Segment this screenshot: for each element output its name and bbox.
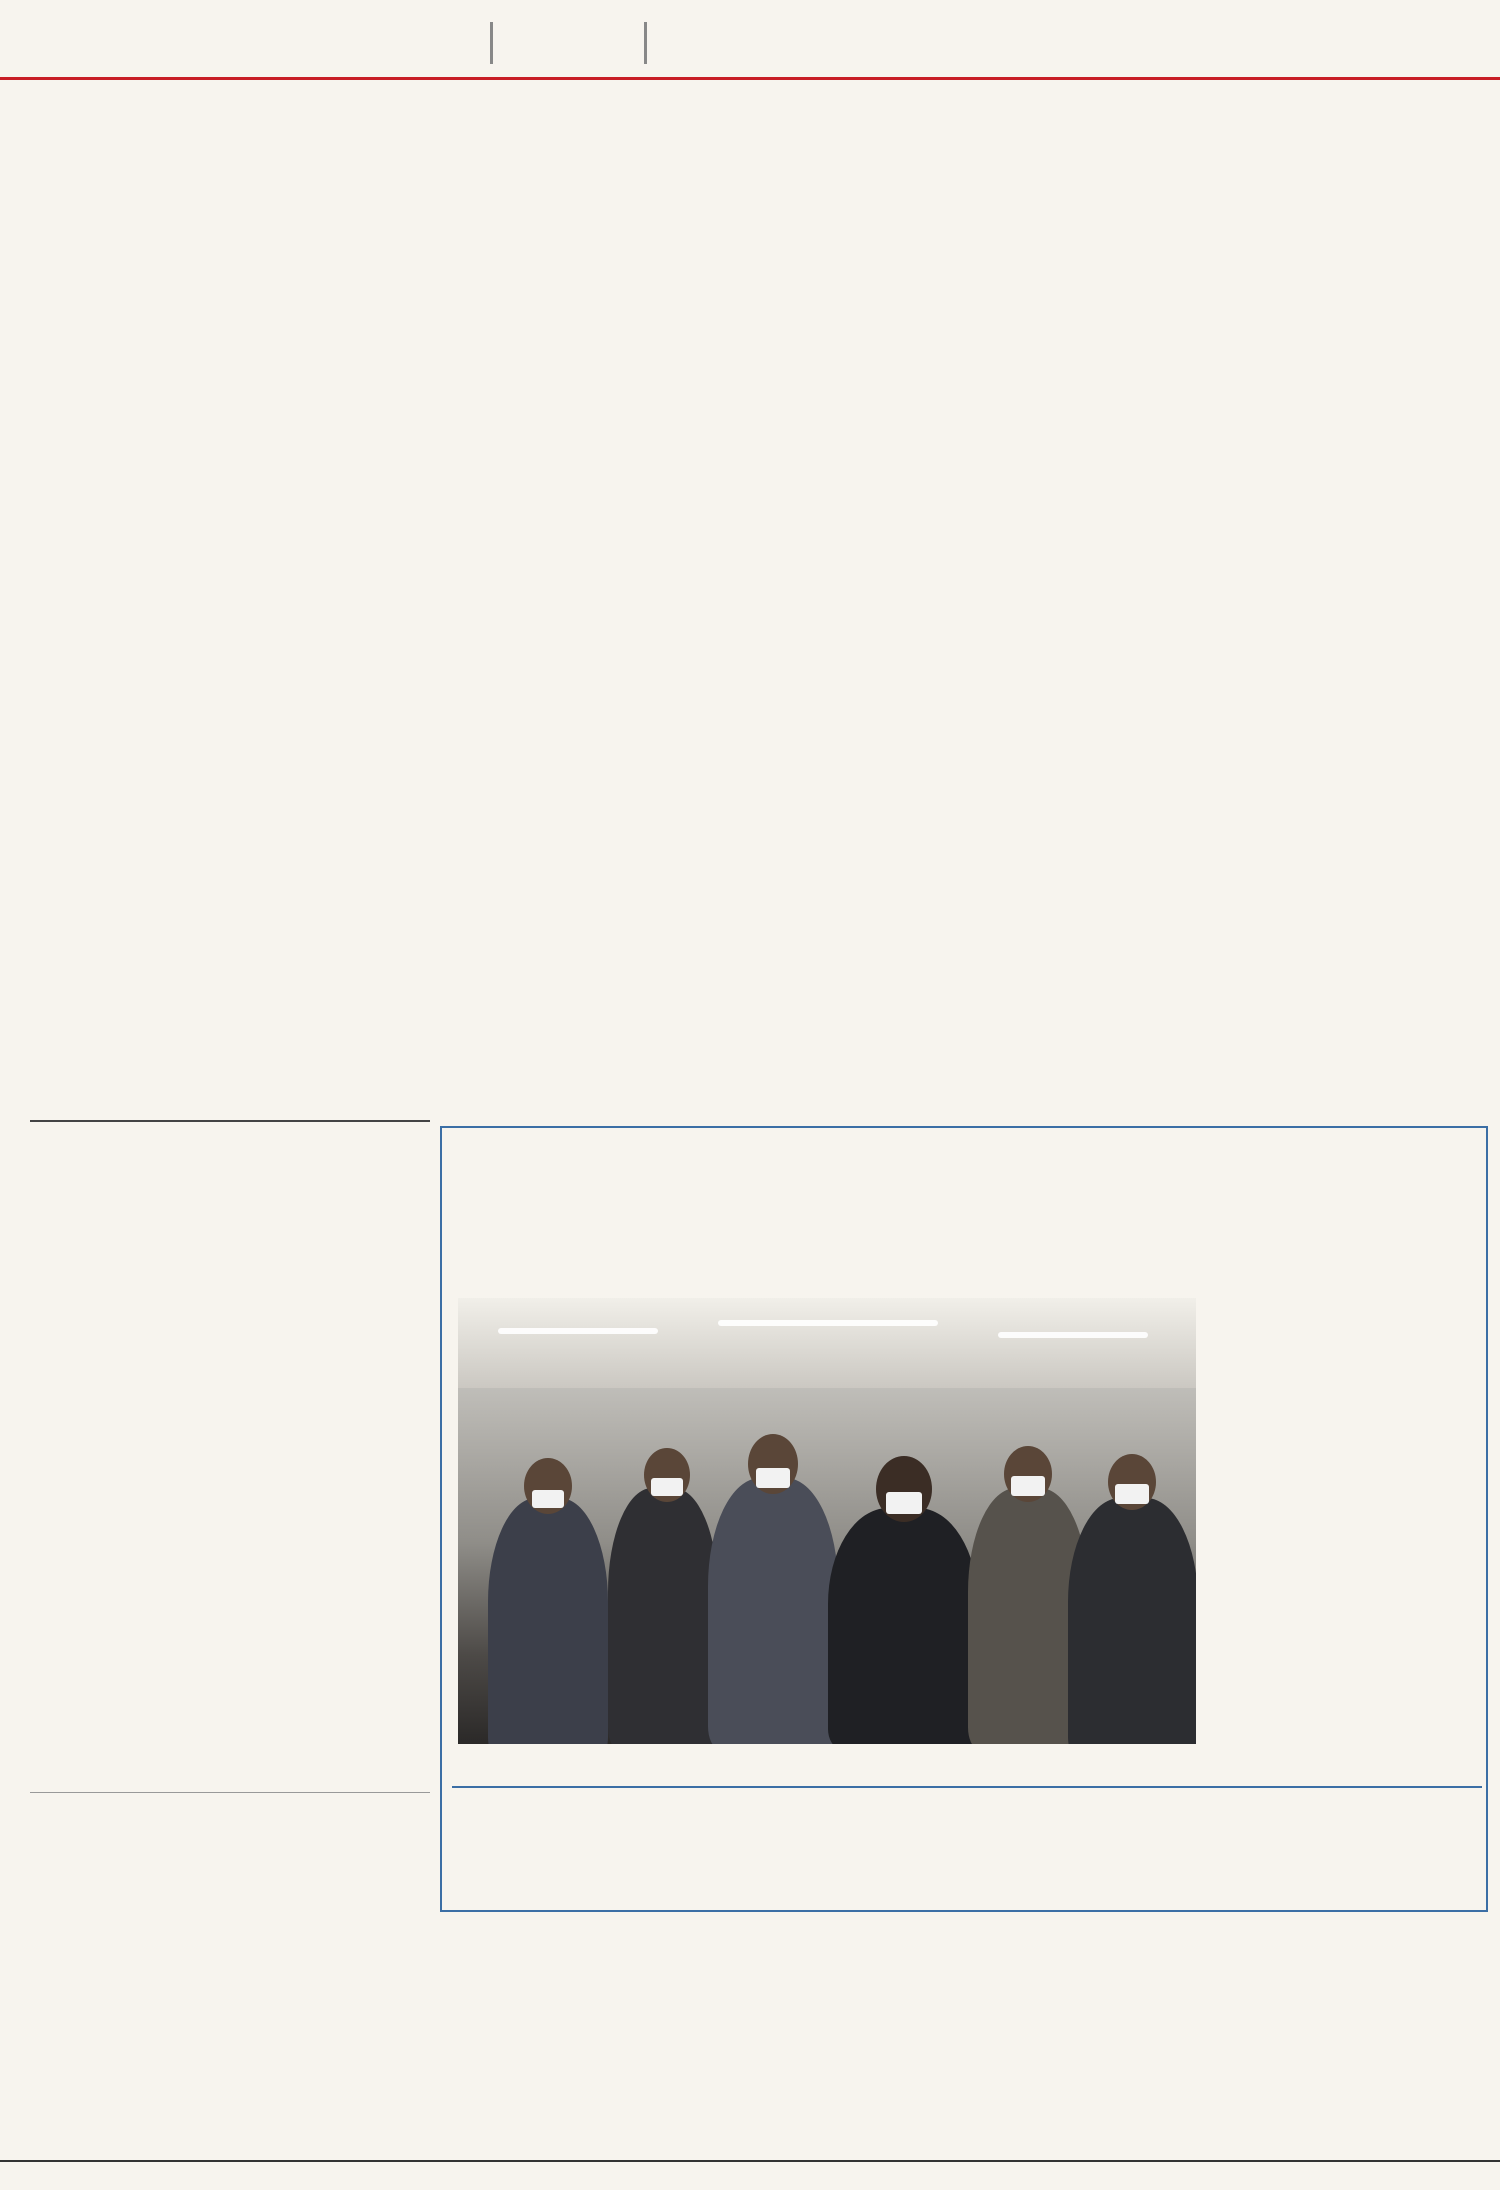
stats-column-1	[42, 1278, 218, 1788]
section-rule	[30, 1792, 430, 1793]
ceiling-light	[998, 1332, 1148, 1338]
commuter	[488, 1498, 608, 1744]
continued-column-1	[32, 1800, 222, 2150]
stats-column-2	[228, 1278, 410, 1788]
masthead	[0, 0, 1500, 80]
commuter	[828, 1508, 978, 1744]
station-ceiling	[458, 1298, 1196, 1388]
commuter	[608, 1488, 718, 1744]
face-mask	[651, 1478, 683, 1496]
commentary-rule	[452, 1786, 1482, 1788]
continued-column-2	[232, 1800, 428, 2150]
commuter	[1068, 1498, 1196, 1744]
face-mask	[756, 1468, 790, 1488]
footer	[0, 2160, 1500, 2190]
ceiling-light	[498, 1328, 658, 1334]
ceiling-light	[718, 1320, 938, 1326]
commuter	[708, 1478, 838, 1744]
station-photo	[458, 1298, 1196, 1744]
face-mask	[886, 1492, 922, 1514]
population-article	[1208, 1296, 1480, 1756]
face-mask	[532, 1490, 564, 1508]
divider	[644, 22, 647, 64]
divider	[490, 22, 493, 64]
face-mask	[1011, 1476, 1045, 1496]
section-rule	[30, 1120, 430, 1122]
face-mask	[1115, 1484, 1149, 1504]
